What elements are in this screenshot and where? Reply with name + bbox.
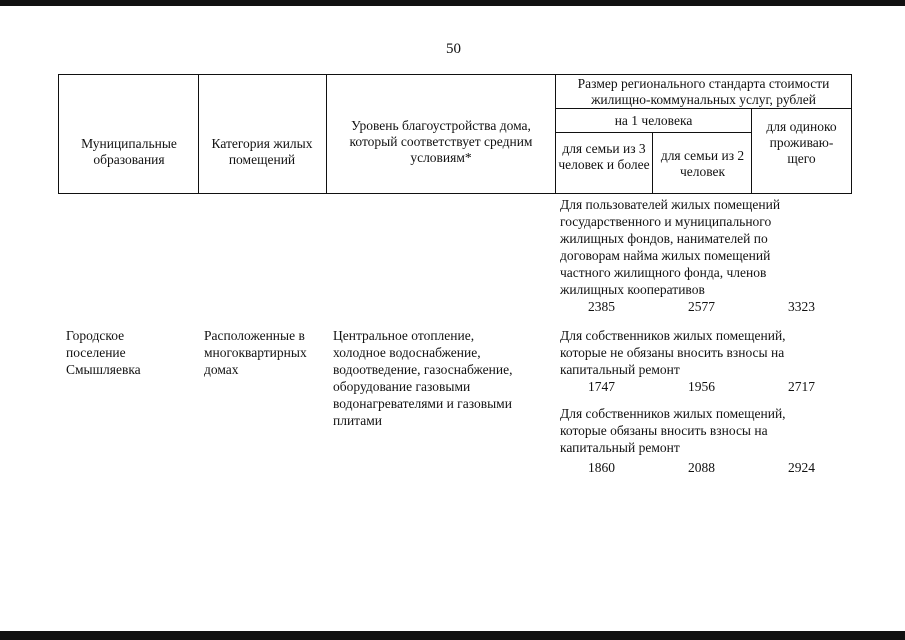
improvement-line: водоотведение, газоснабжение, bbox=[333, 362, 513, 377]
page-number: 50 bbox=[446, 41, 461, 57]
value-single: 2717 bbox=[788, 379, 815, 394]
header-family3: для семьи из 3 человек и более bbox=[558, 141, 650, 172]
group-title-line: государственного и муниципального bbox=[560, 214, 772, 229]
header-standard-size: Размер регионального стандарта стоимости жилищно-коммунальных услуг, рублей bbox=[577, 76, 830, 107]
header-per-person: на 1 человека bbox=[614, 113, 693, 128]
value-family3: 2385 bbox=[588, 299, 615, 314]
improvement-line: Центральное отопление, bbox=[333, 328, 475, 343]
improvement-line: оборудование газовыми bbox=[333, 379, 471, 394]
value-family3: 1860 bbox=[588, 460, 615, 475]
group-title-line: капитальный ремонт bbox=[560, 440, 680, 455]
group-title-line: Для собственников жилых помещений, bbox=[560, 328, 786, 343]
group-title-line: жилищных фондов, нанимателей по bbox=[560, 231, 768, 246]
municipality-line: Городское bbox=[66, 328, 125, 343]
value-family2: 1956 bbox=[688, 379, 715, 394]
value-single: 2924 bbox=[788, 460, 815, 475]
improvement-line: водонагревателями и газовыми bbox=[333, 396, 512, 411]
top-border bbox=[0, 0, 905, 6]
value-family2: 2088 bbox=[688, 460, 715, 475]
municipality-line: поселение bbox=[66, 345, 126, 360]
header-municipal: Муниципальные образования bbox=[81, 136, 177, 167]
group-title-line: Для пользователей жилых помещений bbox=[560, 197, 781, 212]
group-title-line: Для собственников жилых помещений, bbox=[560, 406, 786, 421]
category-line: многоквартирных bbox=[204, 345, 307, 360]
value-family2: 2577 bbox=[688, 299, 715, 314]
category-line: домах bbox=[204, 362, 239, 377]
group-title-line: жилищных кооперативов bbox=[560, 282, 705, 297]
header-single: для одиноко проживаю-щего bbox=[766, 119, 837, 166]
municipality-line: Смышляевка bbox=[66, 362, 141, 377]
category-line: Расположенные в bbox=[204, 328, 305, 343]
group-title-line: которые обязаны вносить взносы на bbox=[560, 423, 768, 438]
group-title-line: которые не обязаны вносить взносы на bbox=[560, 345, 785, 360]
value-single: 3323 bbox=[788, 299, 815, 314]
header-family2: для семьи из 2 человек bbox=[660, 148, 745, 179]
improvement-line: холодное водоснабжение, bbox=[333, 345, 481, 360]
value-family3: 1747 bbox=[588, 379, 615, 394]
improvement-line: плитами bbox=[333, 413, 383, 428]
header-category: Категория жилых помещений bbox=[211, 136, 313, 167]
bottom-border bbox=[0, 631, 905, 640]
group-title-line: капитальный ремонт bbox=[560, 362, 680, 377]
group-title-line: частного жилищного фонда, членов bbox=[560, 265, 767, 280]
group-title-line: договорам найма жилых помещений bbox=[560, 248, 771, 263]
header-improvement: Уровень благоустройства дома, который соответствует средним условиям* bbox=[349, 118, 533, 165]
